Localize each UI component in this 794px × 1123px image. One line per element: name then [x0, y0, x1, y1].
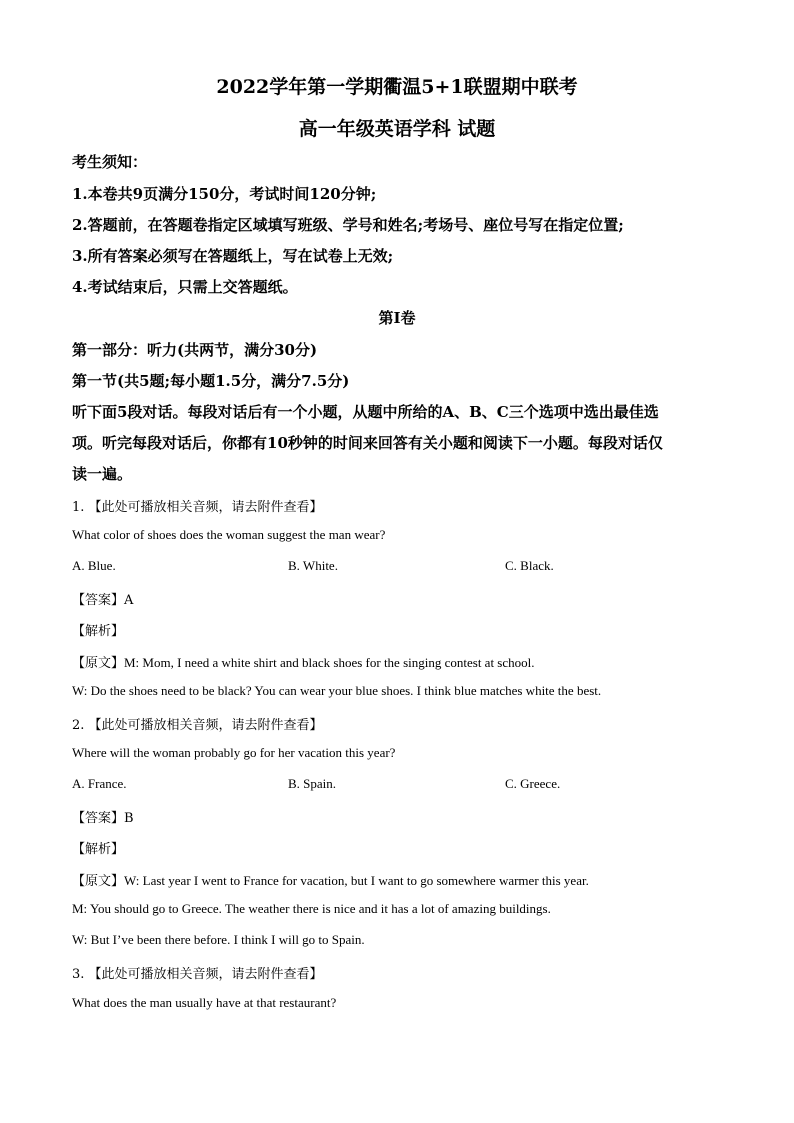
notice-item: 4.考试结束后，只需上交答题纸。 — [72, 278, 298, 296]
notice-heading: 考生须知： — [72, 153, 148, 171]
transcript-line: 【原文】M: Mom, I need a white shirt and black shoes for the singing contest at school. — [72, 655, 535, 670]
notice-item: 1.本卷共9页满分150分，考试时间120分钟; — [72, 185, 377, 203]
instruction-line: 听下面5段对话。每段对话后有一个小题，从题中所给的A、B、C三个选项中选出最佳选 — [72, 403, 659, 421]
instruction-line: 读一遍。 — [72, 465, 133, 483]
instruction-line: 项。听完每段对话后，你都有10秒钟的时间来回答有关小题和阅读下一小题。每段对话仅 — [72, 434, 663, 452]
question-text: What does the man usually have at that restaurant? — [72, 995, 337, 1010]
option-b: B. White. — [288, 558, 338, 573]
notice-item: 3.所有答案必须写在答题纸上，写在试卷上无效; — [72, 247, 394, 265]
question-stem: 2. 【此处可播放相关音频，请去附件查看】 — [72, 718, 323, 733]
exam-subtitle: 高一年级英语学科 试题 — [298, 118, 496, 140]
option-c: C. Greece. — [505, 776, 561, 791]
volume-heading: 第I卷 — [378, 309, 416, 327]
transcript-line: M: You should go to Greece. The weather there is nice and it has a lot of amazing buildings. — [72, 901, 551, 916]
answer-label: 【答案】A — [72, 593, 134, 608]
exam-title: 2022学年第一学期衢温5+1联盟期中联考 — [216, 76, 578, 98]
option-b: B. Spain. — [288, 776, 337, 791]
part-heading: 第一部分：听力(共两节，满分30分) — [72, 341, 318, 359]
notice-item: 2.答题前，在答题卷指定区域填写班级、学号和姓名;考场号、座位号写在指定位置; — [72, 216, 624, 234]
option-a: A. Blue. — [72, 558, 116, 573]
answer-label: 【答案】B — [72, 811, 134, 826]
transcript-line: W: But I’ve been there before. I think I will go to Spain. — [72, 932, 365, 947]
analysis-label: 【解析】 — [72, 624, 125, 639]
question-stem: 1. 【此处可播放相关音频，请去附件查看】 — [72, 500, 323, 515]
analysis-label: 【解析】 — [72, 842, 125, 857]
section-heading: 第一节(共5题;每小题1.5分，满分7.5分) — [72, 372, 350, 390]
option-c: C. Black. — [505, 558, 554, 573]
transcript-line: 【原文】W: Last year I went to France for vacation, but I want to go somewhere warmer this year. — [72, 873, 589, 888]
question-text: What color of shoes does the woman suggest the man wear? — [72, 527, 386, 542]
question-stem: 3. 【此处可播放相关音频，请去附件查看】 — [72, 967, 323, 982]
option-a: A. France. — [72, 776, 127, 791]
transcript-line: W: Do the shoes need to be black? You can wear your blue shoes. I think blue matches white the best. — [72, 683, 602, 698]
question-text: Where will the woman probably go for her vacation this year? — [72, 745, 396, 760]
